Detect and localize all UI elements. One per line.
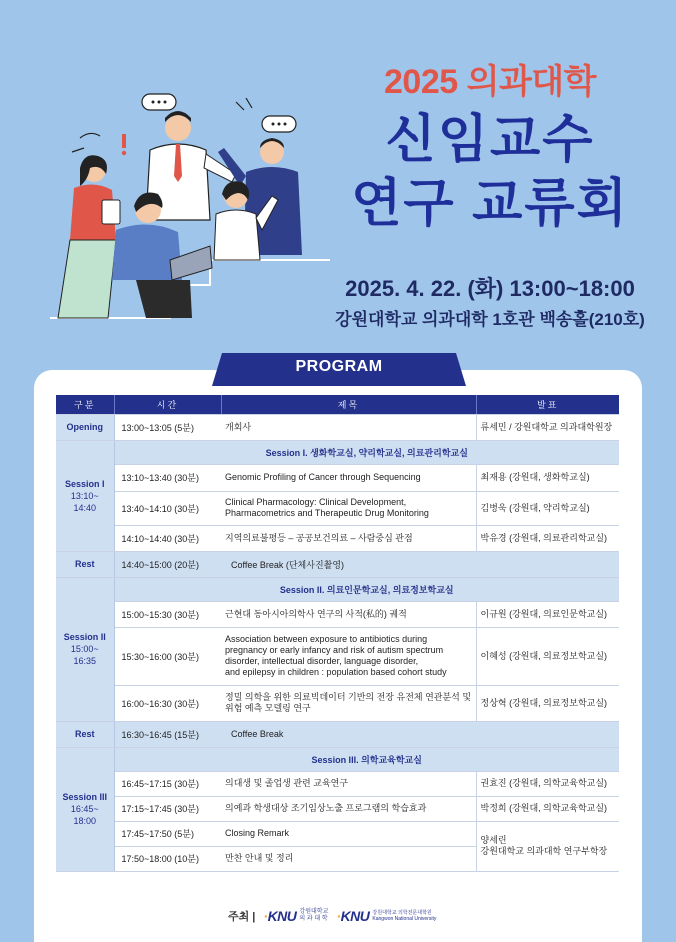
topic-line: 위험 예측 모델링 연구	[225, 703, 311, 713]
table-row-rest	[56, 551, 619, 577]
speech-bubble-right	[262, 116, 296, 132]
category-session-2-start: 15:00~	[70, 644, 99, 654]
speaker-cell: 정상혁 (강원대, 의료정보학교실)	[476, 685, 619, 721]
time-cell: 14:10~14:40 (30분)	[114, 525, 221, 551]
topic-cell	[221, 685, 476, 721]
event-place: 강원대학교 의과대학 1호관 백송홀(210호)	[335, 310, 645, 329]
topic-cell: 의예과 학생대상 조기임상노출 프로그램의 학습효과	[221, 796, 476, 821]
session-header-row	[56, 747, 619, 771]
speaker-cell: 권효진 (강원대, 의학교육학교실)	[476, 771, 619, 796]
logo-text	[299, 909, 328, 923]
time-cell: 17:50~18:00 (10분)	[114, 846, 221, 871]
category-session-1	[56, 440, 114, 551]
topic-cell	[221, 721, 619, 747]
logo-mark-text: KNU	[340, 908, 370, 924]
table-row	[56, 525, 619, 551]
category-session-3-name: Session III	[62, 792, 108, 802]
speaker-cell-closing	[476, 821, 619, 871]
session-header-row	[56, 577, 619, 601]
session-2-header: Session II. 의료인문학교실, 의료정보학교실	[114, 577, 619, 601]
table-header-row	[56, 395, 619, 414]
category-rest: Rest	[56, 551, 114, 577]
table-row	[56, 464, 619, 491]
session-1-header: Session I. 생화학교실, 약리학교실, 의료관리학교실	[114, 440, 619, 464]
time-cell: 16:00~16:30 (30분)	[114, 685, 221, 721]
program-table	[56, 395, 619, 872]
session-3-header: Session III. 의학교육학교실	[114, 747, 619, 771]
category-session-1-end: 14:40	[73, 502, 97, 513]
category-session-1-start: 13:10~	[70, 490, 99, 501]
topic-cell: 만찬 안내 및 정리	[221, 846, 476, 871]
table-row	[56, 771, 619, 796]
speaker-cell: 이규원 (강원대, 의료인문학교실)	[476, 601, 619, 627]
year-title: 2025 의과대학	[384, 63, 596, 101]
graduate-school-logo	[336, 908, 436, 924]
medical-college-logo	[263, 908, 328, 924]
topic-line: and epilepsy in children : population based cohort study	[225, 667, 447, 677]
table-row	[56, 685, 619, 721]
time-cell: 15:30~16:00 (30분)	[114, 627, 221, 685]
speaker-cell: 박정희 (강원대, 의학교육학교실)	[476, 796, 619, 821]
time-cell: 16:30~16:45 (15분)	[114, 721, 221, 747]
speaker-cell: 이혜성 (강원대, 의료정보학교실)	[476, 627, 619, 685]
logo-text-line: 강원대학교 의학전문대학원	[372, 910, 432, 916]
column-header-category: 구분	[56, 395, 114, 414]
table-row-rest	[56, 721, 619, 747]
rest-topic-text: Coffee Break	[231, 729, 284, 739]
rest-topic-text: Coffee Break (단체사진촬영)	[231, 559, 345, 570]
knu-logo-icon: ·KNU	[263, 908, 297, 924]
topic-cell: 근현대 동아시아의학사 연구의 사적(私的) 궤적	[221, 601, 476, 627]
speaker-cell: 김병욱 (강원대, 약리학교실)	[476, 491, 619, 525]
exclamation-mark	[122, 134, 126, 148]
table-row	[56, 796, 619, 821]
time-cell: 14:40~15:00 (20분)	[114, 551, 221, 577]
people-illustration	[50, 90, 330, 325]
logo-text-line: 강원대학교	[299, 909, 329, 915]
main-title	[330, 108, 650, 236]
time-cell: 16:45~17:15 (30분)	[114, 771, 221, 796]
topic-cell: Closing Remark	[221, 821, 476, 846]
column-header-time: 시간	[114, 395, 221, 414]
category-rest: Rest	[56, 721, 114, 747]
topic-line: pregnancy or early infancy and risk of autism spectrum	[225, 645, 444, 655]
topic-cell: Genomic Profiling of Cancer through Sequencing	[221, 464, 476, 491]
category-opening: Opening	[56, 414, 114, 440]
topic-cell: 개회사	[221, 414, 476, 440]
topic-cell	[221, 551, 619, 577]
topic-cell	[221, 627, 476, 685]
time-cell: 13:40~14:10 (30분)	[114, 491, 221, 525]
topic-line: disorder, intellectual disorder, language disorder,	[225, 656, 419, 666]
column-header-title: 제목	[221, 395, 476, 414]
time-cell: 17:15~17:45 (30분)	[114, 796, 221, 821]
logo-text-line: Kangwon National University	[372, 916, 437, 922]
table-row	[56, 821, 619, 846]
topic-line: Association between exposure to antibiotics during	[225, 634, 428, 644]
topic-cell: 의대생 및 졸업생 관련 교육연구	[221, 771, 476, 796]
host-label: 주최 |	[228, 911, 256, 923]
knu-logo-icon: ·KNU	[336, 908, 370, 924]
main-title-line1: 신임교수	[385, 111, 595, 169]
time-cell: 13:00~13:05 (5분)	[114, 414, 221, 440]
table-row	[56, 627, 619, 685]
session-header-row	[56, 440, 619, 464]
time-cell: 13:10~13:40 (30분)	[114, 464, 221, 491]
person-left	[58, 155, 120, 318]
category-session-3-end: 18:00	[73, 816, 97, 826]
logo-text-line: 의 과 대 학	[299, 916, 328, 922]
time-cell: 17:45~17:50 (5분)	[114, 821, 221, 846]
closing-speaker-name: 양세린	[480, 835, 507, 845]
table-row	[56, 601, 619, 627]
category-session-3-start: 16:45~	[70, 804, 99, 814]
topic-cell	[221, 491, 476, 525]
table-row	[56, 491, 619, 525]
column-header-speaker: 발표	[476, 395, 619, 414]
host-line	[228, 906, 436, 926]
category-session-2	[56, 577, 114, 721]
topic-line: 정밀 의학을 위한 의료빅데이터 기반의 전장 유전체 연관분석 및	[225, 692, 472, 702]
logo-mark-text: KNU	[267, 908, 297, 924]
table-row-opening	[56, 414, 619, 440]
speaker-cell: 류세민 / 강원대학교 의과대학원장	[476, 414, 619, 440]
speech-bubble-left	[142, 94, 176, 110]
time-cell: 15:00~15:30 (30분)	[114, 601, 221, 627]
category-session-3	[56, 747, 114, 871]
main-title-line2: 연구 교류회	[351, 175, 629, 233]
topic-line: Pharmacometrics and Therapeutic Drug Monitoring	[225, 508, 429, 518]
closing-speaker-title: 강원대학교 의과대학 연구부학장	[480, 846, 608, 856]
program-label: PROGRAM	[295, 358, 383, 375]
category-session-2-end: 16:35	[73, 656, 97, 666]
event-date: 2025. 4. 22. (화) 13:00~18:00	[345, 276, 635, 301]
speaker-cell: 박유경 (강원대, 의료관리학교실)	[476, 525, 619, 551]
category-session-2-name: Session II	[63, 632, 106, 642]
topic-line: Clinical Pharmacology: Clinical Development,	[225, 497, 407, 507]
topic-cell: 지역의료불평등 – 공공보건의료 – 사람중심 관점	[221, 525, 476, 551]
category-session-1-name: Session I	[64, 478, 105, 489]
speaker-cell: 최재용 (강원대, 생화학교실)	[476, 464, 619, 491]
logo-text	[372, 910, 436, 922]
